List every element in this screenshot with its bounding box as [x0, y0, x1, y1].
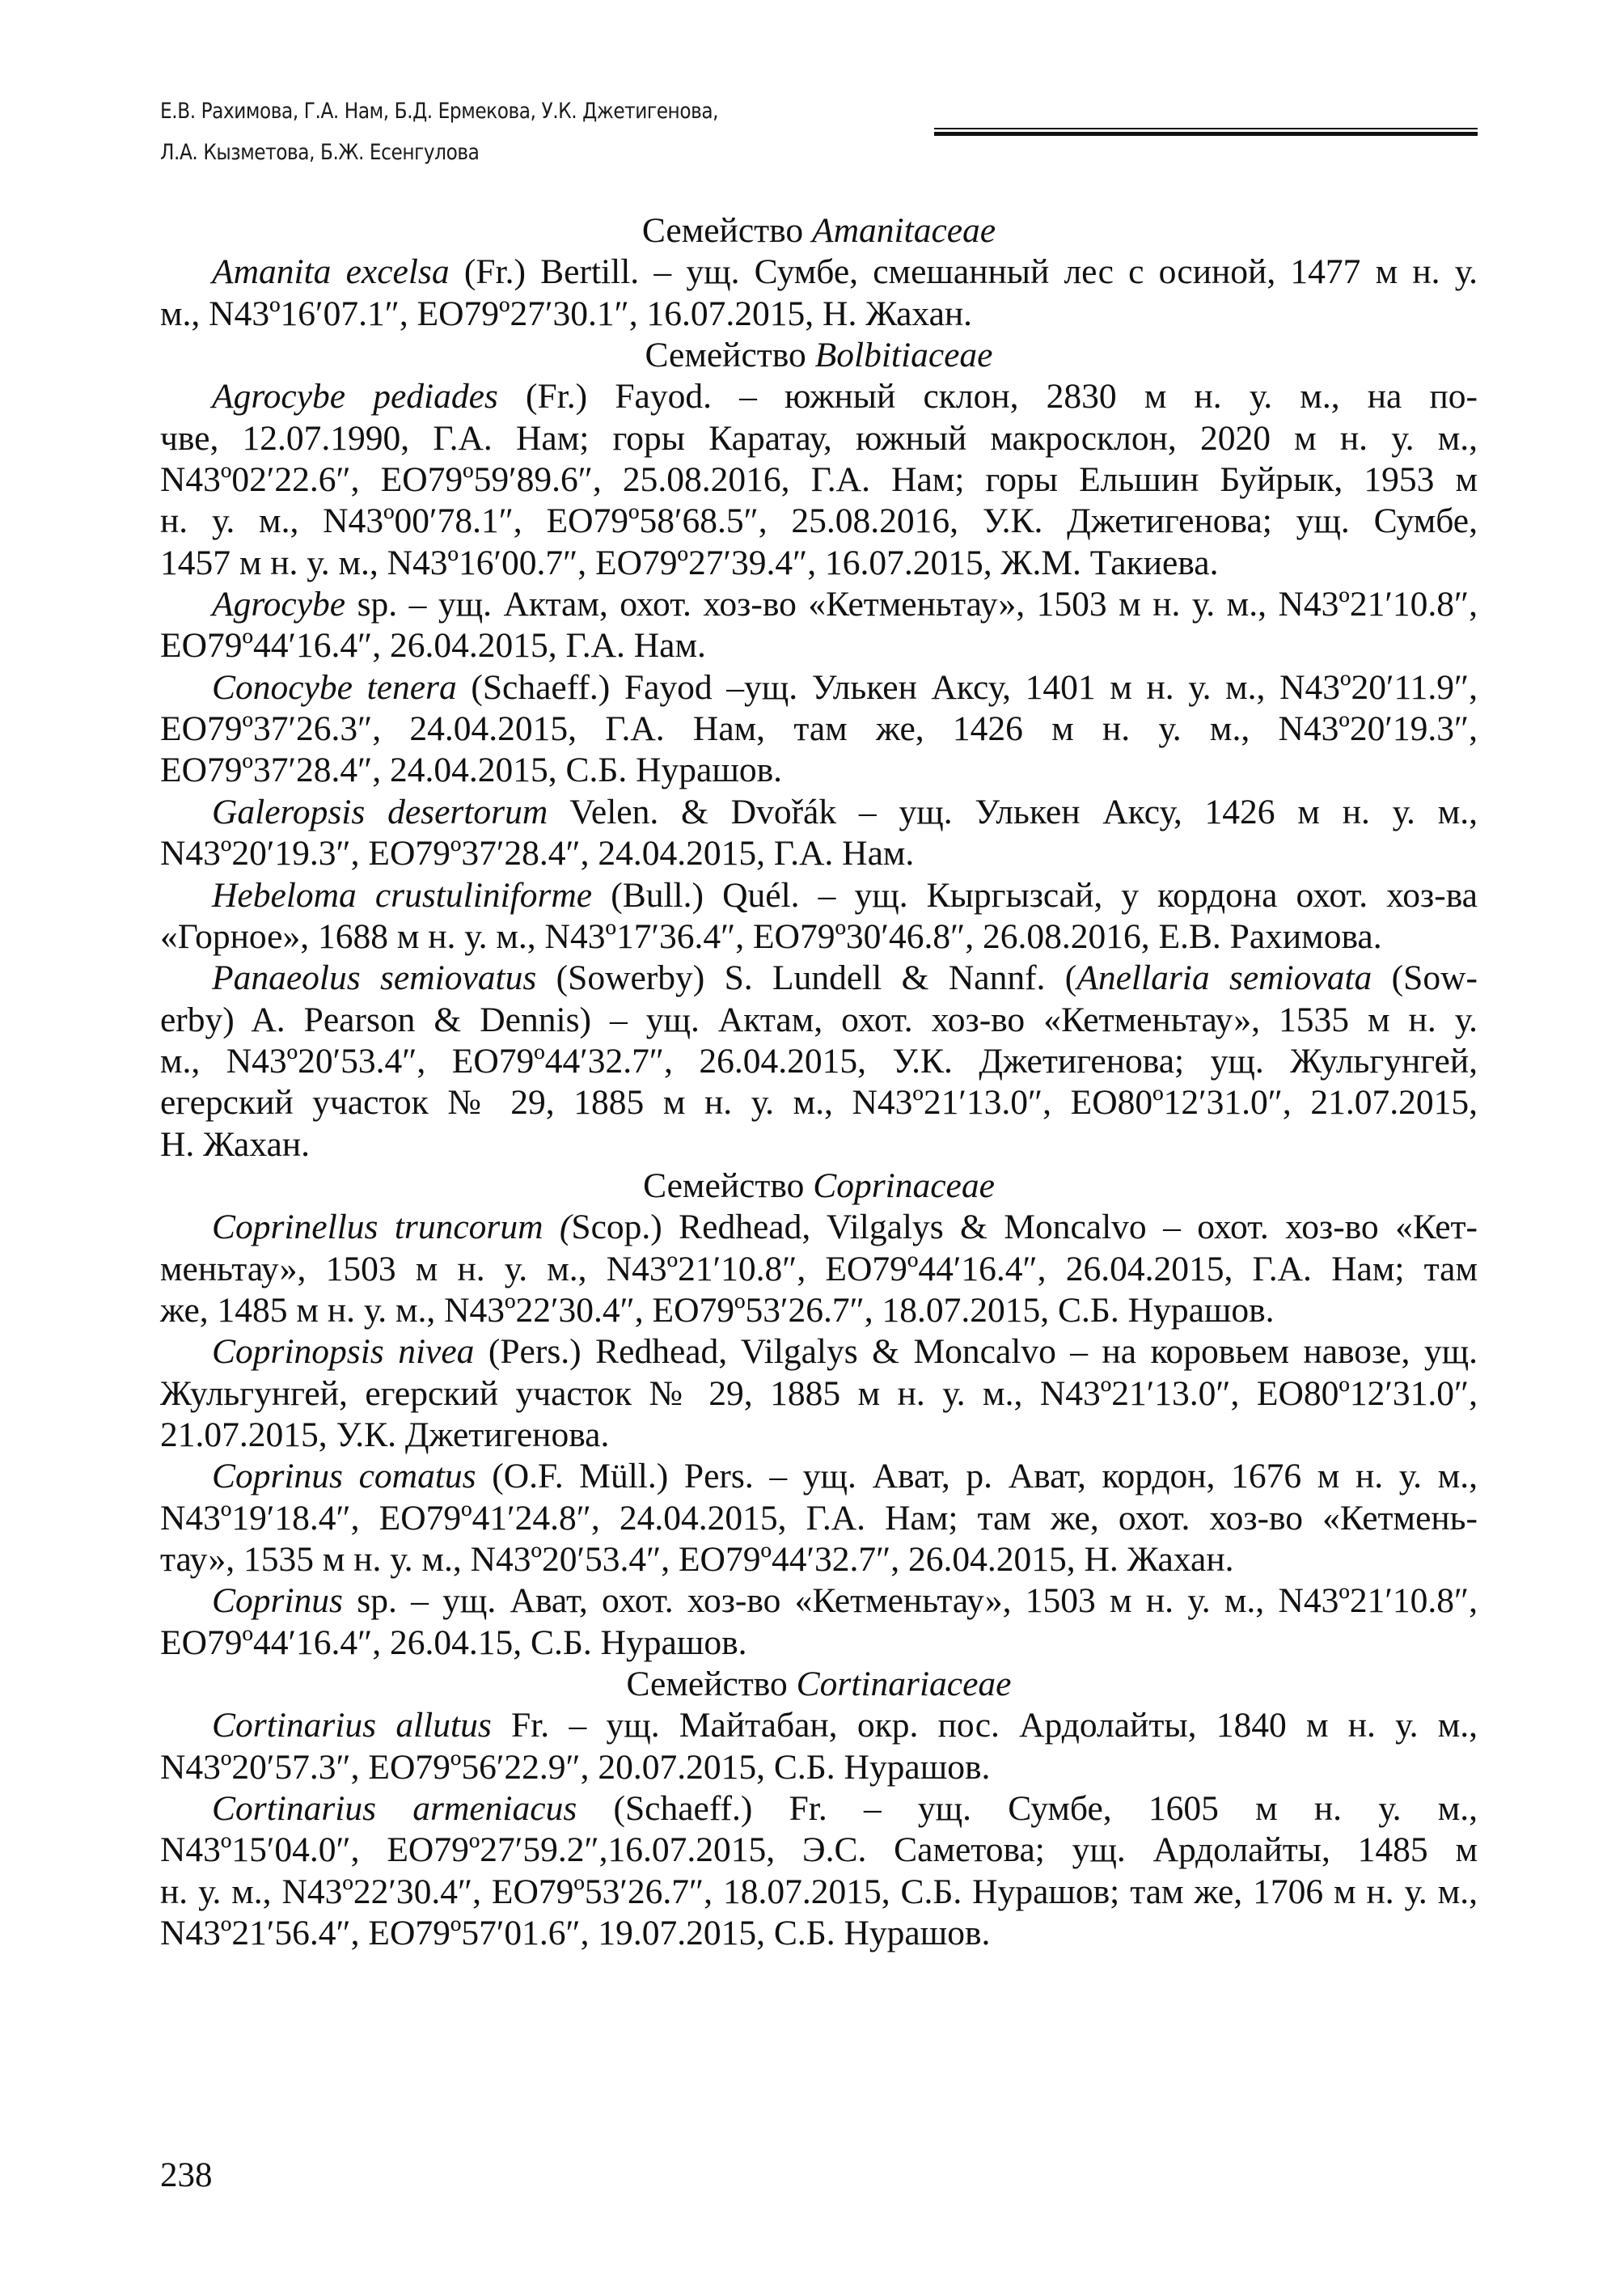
species-entry [160, 584, 1478, 667]
family-heading [160, 1664, 1478, 1705]
taxon-name: Cortinarius allutus [212, 1706, 492, 1745]
text-line [160, 667, 1478, 709]
text-line [160, 1124, 1478, 1166]
text-line [160, 1000, 1478, 1041]
text-run: ЕО79º44′16.4″, 26.04.2015, Г.А. Нам. [160, 626, 706, 666]
text-line [160, 958, 1478, 999]
taxon-name: Coprinus [212, 1581, 343, 1621]
text-line [160, 252, 1478, 293]
text-line [160, 916, 1478, 958]
text-run: erby) A. Pearson & Dennis) – ущ. Актам, охот. хоз-во «Кетменьтау», 1535 м н. у. [160, 1000, 1478, 1039]
text-run: N43º19′18.4″, ЕО79º41′24.8″, 24.04.2015, Г.А. Нам; там же, охот. хоз-во «Кетмень- [160, 1498, 1478, 1538]
text-line [160, 1788, 1478, 1830]
text-line [160, 1456, 1478, 1497]
taxon-name: Coprinus comatus [212, 1457, 476, 1496]
family-heading-prefix: Семейство [643, 1166, 814, 1205]
text-run: (O.F. Müll.) Pers. – ущ. Ават, р. Ават, кордон, 1676 м н. у. м., [476, 1457, 1478, 1496]
family-heading-prefix: Семейство [641, 211, 813, 250]
text-run: (Sow- [1372, 958, 1478, 998]
text-run: «Горное», 1688 м н. у. м., N43º17′36.4″, ЕО79º30′46.8″, 26.08.2016, Е.В. Рахимова. [160, 916, 1382, 956]
header-rule-thin [934, 128, 1478, 129]
text-line [160, 501, 1478, 542]
text-line [160, 1415, 1478, 1456]
text-line [160, 1331, 1478, 1373]
family-heading [160, 335, 1478, 376]
species-entry [160, 376, 1478, 584]
running-head-authors [160, 91, 718, 173]
text-line [160, 1580, 1478, 1622]
text-line [160, 1290, 1478, 1331]
text-run: 1457 м н. у. м., N43º16′00.7″, ЕО79º27′39.4″, 16.07.2015, Ж.М. Такиева. [160, 543, 1219, 582]
text-run: 21.07.2015, У.К. Джетигенова. [160, 1415, 610, 1454]
species-entry [160, 1456, 1478, 1580]
running-head-line-2: Л.А. Кызметова, Б.Ж. Есенгулова [160, 140, 480, 165]
text-line [160, 294, 1478, 335]
text-run: Н. Жахан. [160, 1124, 311, 1164]
species-entry [160, 1788, 1478, 1954]
text-run: N43º20′19.3″, ЕО79º37′28.4″, 24.04.2015, Г.А. Нам. [160, 834, 915, 874]
text-line [160, 1373, 1478, 1415]
text-line [160, 459, 1478, 501]
text-line [160, 543, 1478, 584]
family-heading-prefix: Семейство [626, 1665, 797, 1704]
text-line [160, 1705, 1478, 1746]
page-number: 238 [160, 2156, 213, 2194]
text-run: м., N43º20′53.4″, ЕО79º44′32.7″, 26.04.2015, У.К. Джетигенова; ущ. Жульгунгей, [160, 1041, 1478, 1081]
text-line [160, 875, 1478, 916]
taxon-name: Conocybe tenera [212, 667, 457, 707]
text-run: N43º20′57.3″, ЕО79º56′22.9″, 20.07.2015, С.Б. Нурашов. [160, 1747, 991, 1787]
article-body [160, 210, 1478, 1954]
text-run: егерский участок № 29, 1885 м н. у. м., N43º21′13.0″, ЕО80º12′31.0″, 21.07.2015, [160, 1083, 1478, 1123]
species-entry [160, 958, 1478, 1166]
text-run: N43º15′04.0″, ЕО79º27′59.2″,16.07.2015, Э.С. Саметова; ущ. Ардолайты, 1485 м [160, 1830, 1478, 1870]
species-entry [160, 1207, 1478, 1331]
text-line [160, 584, 1478, 625]
text-line [160, 1498, 1478, 1539]
text-run: же, 1485 м н. у. м., N43º22′30.4″, ЕО79º53′26.7″, 18.07.2015, С.Б. Нурашов. [160, 1290, 1275, 1330]
text-run: (Fr.) Bertill. – ущ. Сумбе, смешанный лес с осиной, 1477 м н. у. [449, 252, 1478, 292]
text-run: ЕО79º37′28.4″, 24.04.2015, С.Б. Нурашов. [160, 751, 782, 790]
text-run: ЕО79º44′16.4″, 26.04.15, С.Б. Нурашов. [160, 1622, 747, 1662]
species-entry [160, 252, 1478, 335]
text-run: Жульгунгей, егерский участок № 29, 1885 м н. у. м., N43º21′13.0″, ЕО80º12′31.0″, [160, 1373, 1478, 1413]
species-entry [160, 1580, 1478, 1664]
text-run: чве, 12.07.1990, Г.А. Нам; горы Каратау, южный макросклон, 2020 м н. у. м., [160, 418, 1478, 458]
text-line [160, 376, 1478, 417]
text-line [160, 750, 1478, 791]
species-entry [160, 792, 1478, 875]
text-run: н. у. м., N43º00′78.1″, ЕО79º58′68.5″, 25.08.2016, У.К. Джетигенова; ущ. Сумбе, [160, 501, 1478, 541]
text-run: тау», 1535 м н. у. м., N43º20′53.4″, ЕО79º44′32.7″, 26.04.2015, Н. Жахан. [160, 1540, 1234, 1579]
text-run: sp. – ущ. Актам, охот. хоз-во «Кетменьтау», 1503 м н. у. м., N43º21′10.8″, [345, 585, 1478, 624]
text-run: (Schaeff.) Fayod –ущ. Улькен Аксу, 1401 м н. у. м., N43º20′11.9″, [456, 667, 1478, 707]
family-name: Amanitaceae [812, 211, 996, 250]
taxon-name: Coprinellus truncorum ( [212, 1208, 572, 1247]
species-entry [160, 667, 1478, 792]
text-run: N43º02′22.6″, ЕО79º59′89.6″, 25.08.2016, Г.А. Нам; горы Ельшин Буйрык, 1953 м [160, 460, 1478, 500]
family-name: Coprinaceae [813, 1166, 995, 1205]
text-run: ЕО79º37′26.3″, 24.04.2015, Г.А. Нам, там же, 1426 м н. у. м., N43º20′19.3″, [160, 709, 1478, 749]
family-heading [160, 210, 1478, 252]
text-run: (Bull.) Quél. – ущ. Кыргызсай, у кордона охот. хоз-ва [592, 875, 1478, 915]
text-line [160, 625, 1478, 666]
taxon-name: Agrocybe pediades [212, 377, 498, 417]
text-line [160, 792, 1478, 833]
text-run: Velen. & Dvořák – ущ. Улькен Аксу, 1426 м н. у. м., [548, 792, 1478, 831]
text-run: sp. – ущ. Ават, охот. хоз-во «Кетменьтау», 1503 м н. у. м., N43º21′10.8″, [342, 1581, 1478, 1621]
family-name: Bolbitiaceae [814, 336, 993, 375]
text-run: меньтау», 1503 м н. у. м., N43º21′10.8″, ЕО79º44′16.4″, 26.04.2015, Г.А. Нам; там [160, 1249, 1478, 1288]
species-entry [160, 1331, 1478, 1456]
taxon-name: Panaeolus semiovatus [212, 958, 537, 998]
text-line [160, 1872, 1478, 1913]
text-run: (Schaeff.) Fr. – ущ. Сумбе, 1605 м н. у. м., [577, 1789, 1478, 1829]
header-double-rule [934, 128, 1478, 137]
text-line [160, 1539, 1478, 1580]
text-run: (Pers.) Redhead, Vilgalys & Moncalvo – на коровьем навозе, ущ. [474, 1332, 1478, 1372]
taxon-name: Coprinopsis nivea [212, 1332, 475, 1372]
running-head-line-1: Е.В. Рахимова, Г.А. Нам, Б.Д. Ермекова, У.К. Джетигенова, [160, 99, 719, 124]
text-run: м., N43º16′07.1″, ЕО79º27′30.1″, 16.07.2015, Н. Жахан. [160, 294, 973, 333]
text-line [160, 1082, 1478, 1123]
text-line [160, 709, 1478, 750]
text-run: N43º21′56.4″, ЕО79º57′01.6″, 19.07.2015, С.Б. Нурашов. [160, 1914, 991, 1953]
text-run: Fr. – ущ. Майтабан, окр. пос. Ардолайты, 1840 м н. у. м., [491, 1706, 1478, 1745]
text-run: н. у. м., N43º22′30.4″, ЕО79º53′26.7″, 18.07.2015, С.Б. Нурашов; там же, 1706 м н. у. м., [160, 1872, 1478, 1911]
family-heading [160, 1166, 1478, 1207]
text-line [160, 1207, 1478, 1248]
species-entry [160, 875, 1478, 958]
taxon-name: Anellaria semiovata [1076, 958, 1372, 998]
text-line [160, 833, 1478, 874]
text-line [160, 1913, 1478, 1954]
text-line [160, 1622, 1478, 1664]
taxon-name: Galeropsis desertorum [212, 792, 548, 831]
text-line [160, 1747, 1478, 1788]
taxon-name: Amanita excelsa [212, 252, 450, 292]
text-run: Scop.) Redhead, Vilgalys & Moncalvo – охот. хоз-во «Кет- [571, 1208, 1478, 1247]
species-entry [160, 1705, 1478, 1788]
family-heading-prefix: Семейство [645, 336, 815, 375]
text-line [160, 1830, 1478, 1871]
taxon-name: Cortinarius armeniacus [212, 1789, 577, 1829]
text-line [160, 1249, 1478, 1290]
header-rule-thick [934, 132, 1478, 136]
taxon-name: Hebeloma crustuliniforme [212, 875, 593, 915]
family-name: Cortinariaceae [796, 1665, 1012, 1704]
taxon-name: Agrocybe [212, 585, 346, 624]
text-run: (Fr.) Fayod. – южный склон, 2830 м н. у. м., на по- [497, 377, 1478, 417]
text-run: (Sowerby) S. Lundell & Nannf. ( [536, 958, 1077, 998]
text-line [160, 418, 1478, 459]
text-line [160, 1041, 1478, 1082]
